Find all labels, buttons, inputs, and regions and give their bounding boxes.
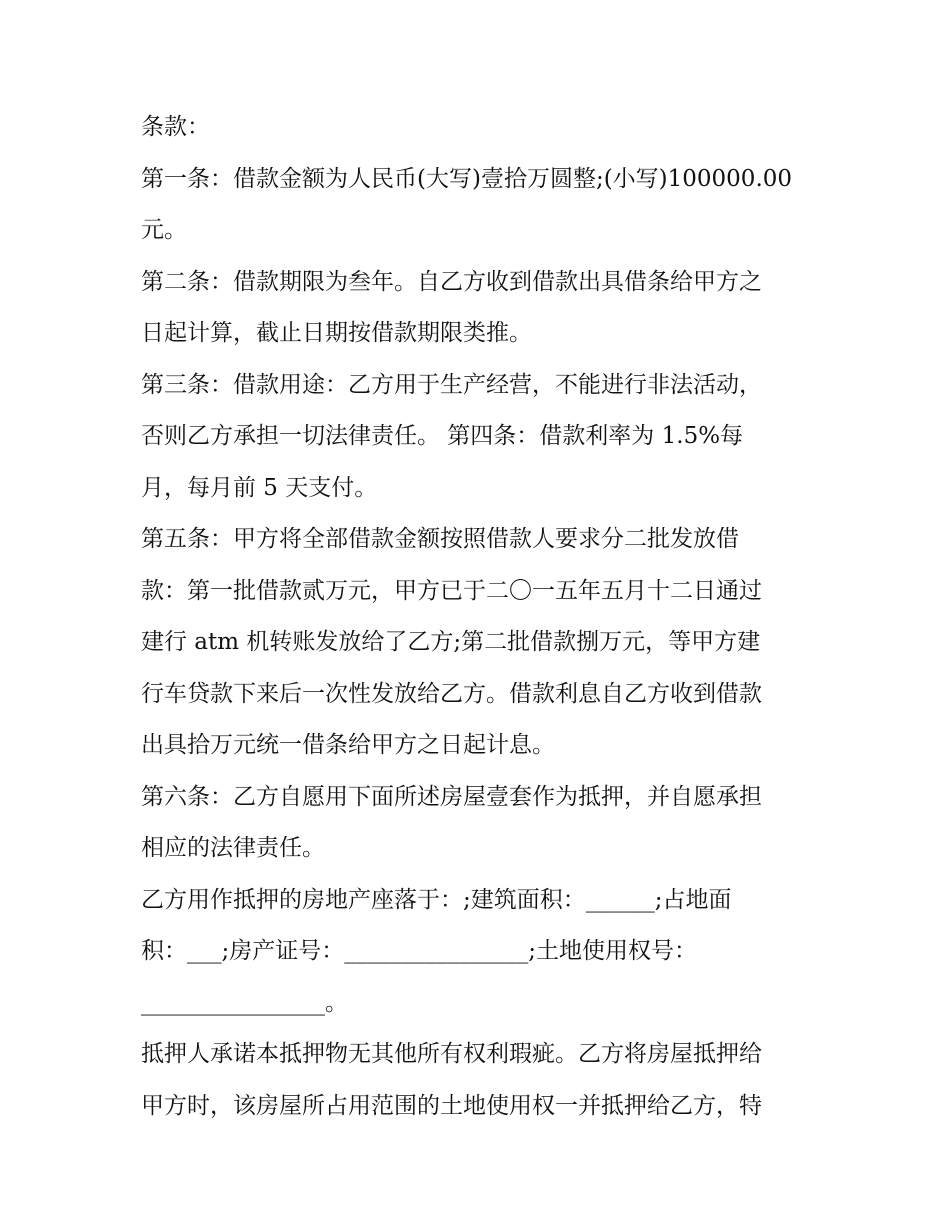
- text-line: 乙方用作抵押的房地产座落于：;建筑面积：______;占地面: [141, 886, 732, 913]
- text-line: 元。: [141, 217, 187, 243]
- text-line: 甲方时，该房屋所占用范围的土地使用权一并抵押给乙方，特: [141, 1092, 762, 1119]
- text-line: 款：第一批借款贰万元，甲方已于二〇一五年五月十二日通过: [141, 577, 762, 604]
- text-line: 第六条：乙方自愿用下面所述房屋壹套作为抵押，并自愿承担: [141, 783, 762, 810]
- document-body: [141, 102, 821, 1132]
- text-line: 否则乙方承担一切法律责任。 第四条：借款利率为 1.5%每: [141, 423, 744, 449]
- text-line: 积：___;房产证号：________________;土地使用权号：: [141, 938, 697, 964]
- text-line: 第五条：甲方将全部借款金额按照借款人要求分二批发放借: [141, 526, 739, 552]
- text-line: 条款：: [141, 114, 210, 140]
- text-line: 月，每月前 5 天支付。: [141, 474, 378, 501]
- text-line: 出具拾万元统一借条给甲方之日起计息。: [141, 732, 555, 758]
- text-line: 建行 atm 机转账发放给了乙方;第二批借款捌万元，等甲方建: [141, 629, 761, 655]
- text-line: 日起计算，截止日期按借款期限类推。: [141, 320, 532, 346]
- text-line: 第三条：借款用途：乙方用于生产经营，不能进行非法活动，: [141, 371, 762, 398]
- text-line: 第二条：借款期限为叁年。自乙方收到借款出具借条给甲方之: [141, 268, 762, 295]
- text-line: ________________。: [141, 989, 348, 1016]
- text-line: 第一条：借款金额为人民币(大写)壹拾万圆整;(小写)100000.00: [141, 165, 793, 192]
- text-line: 行车贷款下来后一次性发放给乙方。借款利息自乙方收到借款: [141, 680, 762, 707]
- text-line: 相应的法律责任。: [141, 835, 325, 861]
- text-line: 抵押人承诺本抵押物无其他所有权利瑕疵。乙方将房屋抵押给: [141, 1041, 762, 1067]
